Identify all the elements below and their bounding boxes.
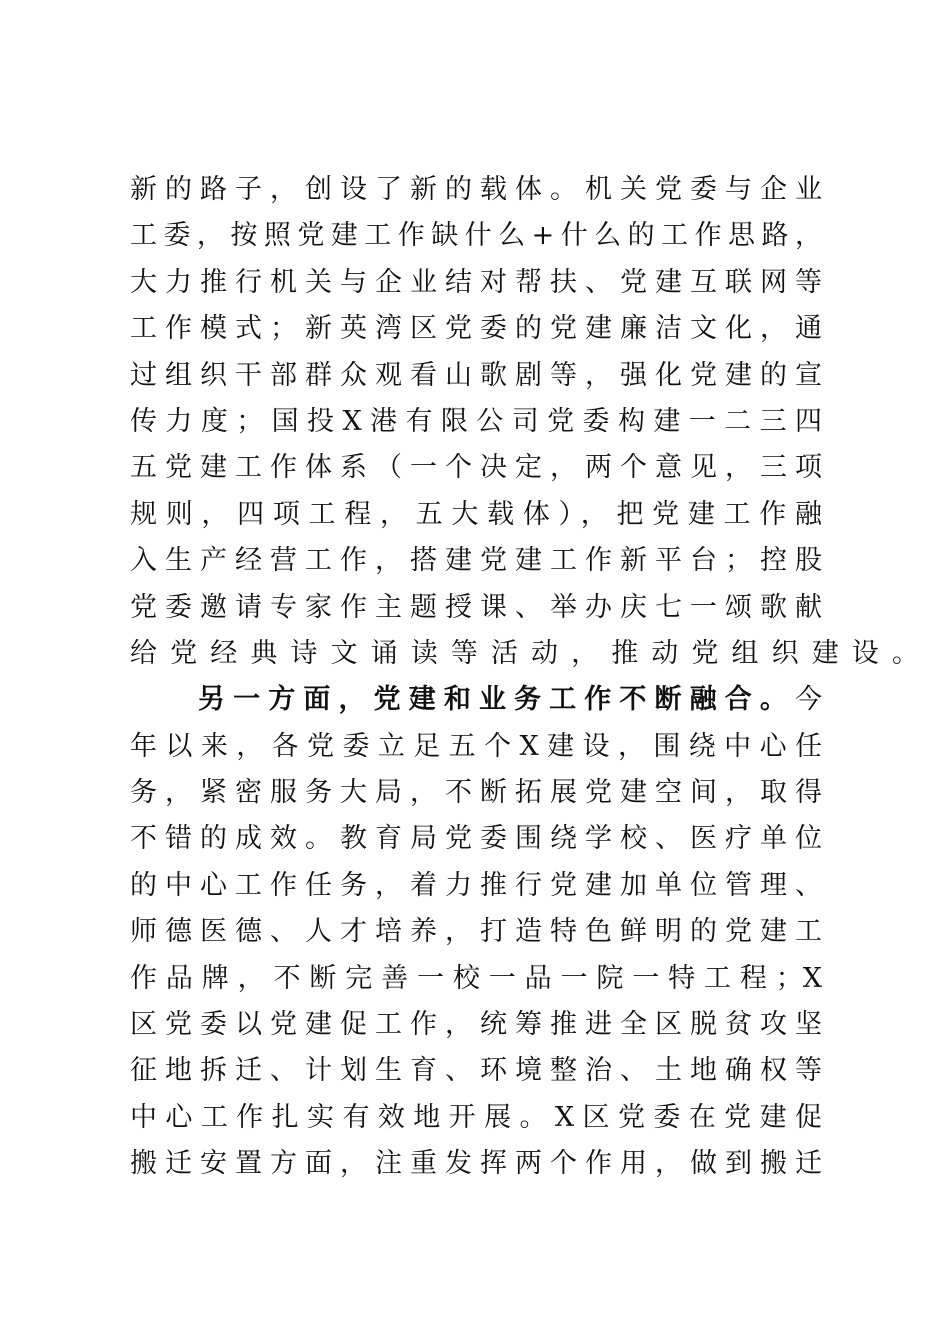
text-line: 给党经典诗文诵读等活动，推动党组织建设。 (130, 637, 932, 669)
paragraph-2 (130, 677, 822, 1187)
text-line: 中心工作扎实有效地开展。X区党委在党建促 (130, 1101, 822, 1133)
text-line: 入生产经营工作，搭建党建工作新平台；控股 (130, 545, 822, 577)
text-line: 大力推行机关与企业结对帮扶、党建互联网等 (130, 266, 822, 298)
text-line: 作品牌，不断完善一校一品一院一特工程；X (130, 962, 822, 994)
text-line: 年以来，各党委立足五个X建设，围绕中心任 (130, 730, 822, 762)
text-line: 工委，按照党建工作缺什么+什么的工作思路， (130, 220, 822, 252)
bold-lead-sentence: 另一方面，党建和业务工作不断融合。 (198, 684, 795, 716)
text-line: 区党委以党建促工作，统筹推进全区脱贫攻坚 (130, 1009, 822, 1041)
text-line: 师德医德、人才培养，打造特色鲜明的党建工 (130, 916, 822, 948)
lead-line-rest: 今 (795, 684, 822, 716)
text-line: 党委邀请专家作主题授课、举办庆七一颂歌献 (130, 591, 822, 623)
text-line: 过组织干部群众观看山歌剧等，强化党建的宣 (130, 359, 822, 391)
text-line: 不错的成效。教育局党委围绕学校、医疗单位 (130, 823, 822, 855)
text-line: 规则，四项工程，五大载体），把党建工作融 (130, 498, 822, 530)
text-line: 的中心工作任务，着力推行党建加单位管理、 (130, 869, 822, 901)
text-line: 征地拆迁、计划生育、环境整治、土地确权等 (130, 1055, 822, 1087)
text-line: 搬迁安置方面，注重发挥两个作用，做到搬迁 (130, 1148, 822, 1180)
text-line: 工作模式；新英湾区党委的党建廉洁文化，通 (130, 313, 822, 345)
paragraph-1 (130, 167, 932, 677)
paragraph-lead-line (130, 677, 822, 723)
text-line: 五党建工作体系（一个决定，两个意见，三项 (130, 452, 822, 484)
text-line: 传力度；国投X港有限公司党委构建一二三四 (130, 405, 822, 437)
document-body (130, 167, 932, 1188)
text-line: 新的路子，创设了新的载体。机关党委与企业 (130, 174, 822, 205)
text-line: 务，紧密服务大局，不断拓展党建空间，取得 (130, 777, 822, 809)
